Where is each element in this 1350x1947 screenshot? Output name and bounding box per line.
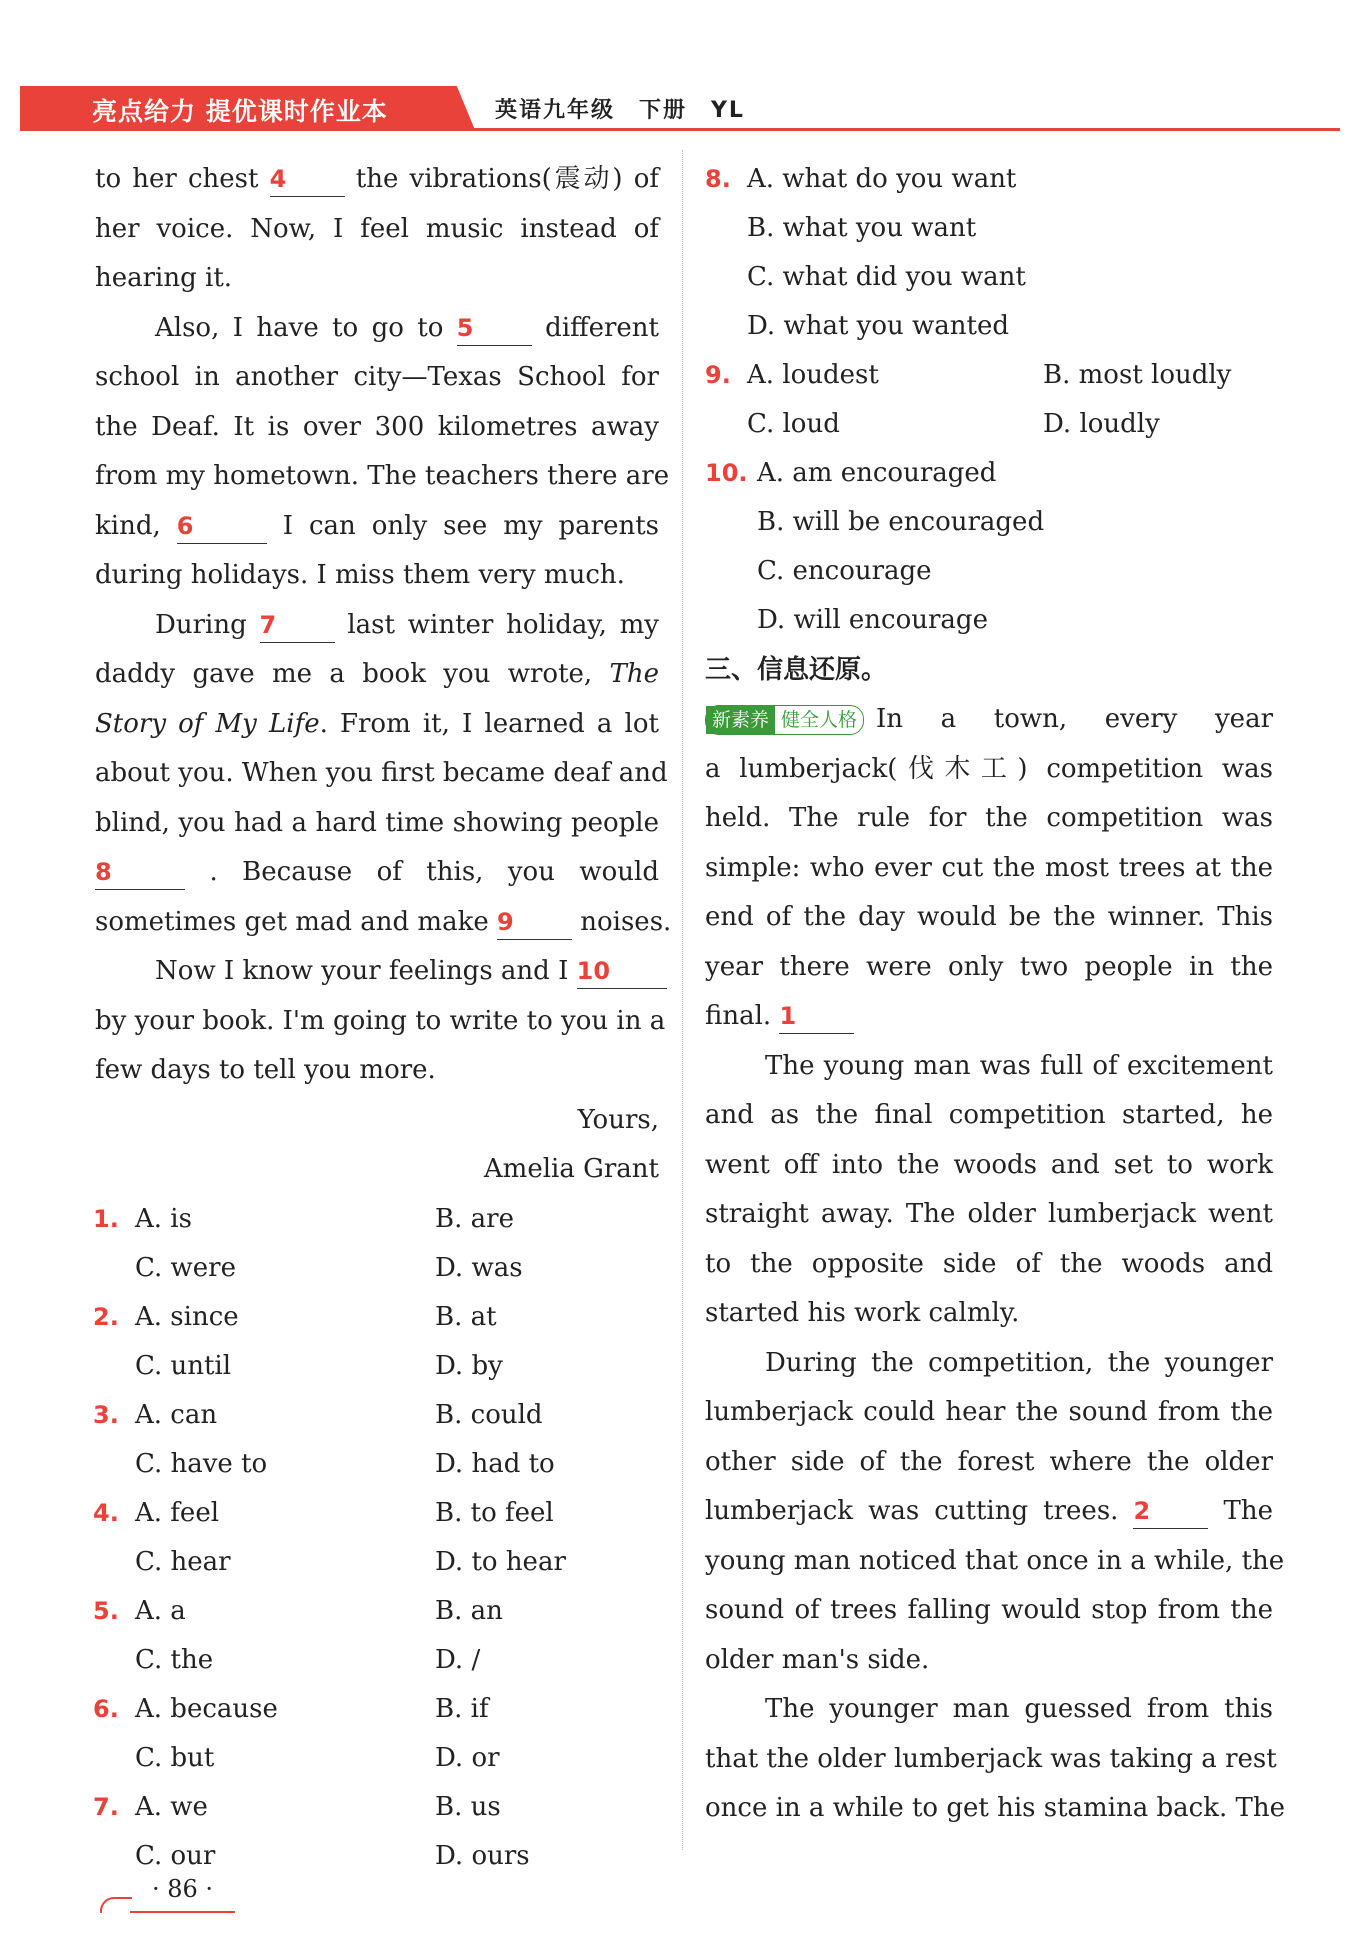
letter-line: hearing it. (95, 263, 233, 293)
question-number: 2. (93, 1302, 119, 1331)
series-title: 亮点给力 提优课时作业本 (92, 97, 388, 126)
option-a: A. loudest (747, 360, 879, 390)
passage-line: young man noticed that once in a while, the (705, 1545, 1285, 1576)
passage-line: a lumberjack(伐木工) competition was (705, 753, 1273, 784)
passage-line: that the older lumberjack was taking a rest (705, 1743, 1277, 1774)
option-b: B. what you want (747, 213, 977, 243)
passage-line (705, 695, 1273, 745)
text-segment: Now I know your feelings and I (155, 956, 569, 986)
option-d: D. loudly (1043, 409, 1160, 439)
question-row (93, 1342, 659, 1391)
question-row (705, 302, 1273, 351)
option-d: D. to hear (435, 1546, 566, 1577)
option-c: C. until (135, 1350, 232, 1381)
letter-line: her voice. Now, I feel music instead of (95, 213, 659, 244)
passage-line: started his work calmly. (705, 1298, 1020, 1328)
text-segment: Also, I have to go to (155, 312, 444, 343)
letter-line (95, 700, 659, 750)
left-column (93, 155, 672, 1881)
question-number: 4. (93, 1498, 119, 1527)
passage-line (705, 1487, 1273, 1537)
letter-line (95, 601, 659, 651)
question-row (705, 498, 1273, 547)
text-segment: sometimes get mad and make (95, 906, 489, 937)
passage-line: year there were only two people in the (705, 951, 1273, 982)
option-a: A. a (135, 1595, 186, 1626)
passage-line (705, 992, 1273, 1042)
passage-line: straight away. The older lumberjack went (705, 1199, 1273, 1229)
letter-closing: Yours, (577, 1104, 659, 1135)
tag-right: 健全人格 (781, 709, 858, 731)
letter-line (95, 848, 659, 898)
answer-blank: 5 (457, 313, 532, 346)
option-a: A. can (135, 1399, 218, 1430)
text-segment: to her chest (95, 164, 259, 194)
question-row (705, 547, 1273, 596)
passage-line: simple: who ever cut the most trees at the (705, 852, 1273, 883)
question-list-left (93, 1195, 659, 1881)
page-footer (100, 1875, 240, 1915)
option-a: A. am encouraged (757, 458, 997, 488)
option-a: A. is (135, 1203, 192, 1234)
text-segment: last winter holiday, my (347, 609, 659, 640)
question-row (705, 449, 1273, 498)
header-rule (20, 128, 1340, 131)
footer-ornament (100, 1897, 132, 1913)
question-number: 7. (93, 1792, 119, 1821)
option-d: D. by (435, 1350, 503, 1381)
text-segment: final. (705, 1001, 772, 1031)
letter-line: about you. When you first became deaf and (95, 758, 668, 788)
tag-left: 新素养 (706, 706, 775, 734)
text-segment: In a town, every year (876, 704, 1273, 734)
page-number: · 86 · (151, 1875, 214, 1903)
passage-line: once in a while to get his stamina back. The (705, 1793, 1285, 1823)
question-row (705, 204, 1273, 253)
book-title-part: Story of My Life (95, 708, 320, 739)
answer-blank: 10 (577, 956, 667, 989)
question-number: 9. (705, 361, 731, 389)
letter-line: school in another city—Texas School for (95, 362, 659, 392)
passage-line: During the competition, the younger (765, 1347, 1273, 1378)
question-row (93, 1636, 659, 1685)
passage-line: older man's side. (705, 1644, 930, 1675)
option-a: A. feel (135, 1497, 220, 1528)
literacy-tag (705, 705, 864, 735)
footer-rule (130, 1911, 235, 1913)
passage-line: end of the day would be the winner. This (705, 902, 1273, 932)
question-row (93, 1832, 659, 1881)
option-a: A. because (135, 1693, 278, 1724)
option-d: D. will encourage (757, 605, 988, 635)
option-c: C. hear (135, 1546, 231, 1577)
letter-line (95, 947, 659, 997)
question-row (705, 253, 1273, 302)
option-a: A. what do you want (747, 164, 1017, 194)
option-c: C. our (135, 1840, 216, 1871)
letter-line: the Deaf. It is over 300 kilometres away (95, 411, 659, 442)
question-row (93, 1783, 659, 1832)
question-row (93, 1685, 659, 1734)
option-a: A. we (135, 1791, 208, 1822)
text-segment: . From it, I learned a lot (319, 708, 659, 739)
option-c: C. the (135, 1644, 214, 1675)
question-row (93, 1391, 659, 1440)
question-number: 8. (705, 165, 731, 193)
question-row (705, 400, 1273, 449)
answer-blank: 1 (779, 1001, 854, 1034)
column-divider (682, 150, 683, 1850)
option-d: D. / (435, 1644, 481, 1675)
option-b: B. at (435, 1301, 497, 1332)
question-number: 6. (93, 1694, 119, 1723)
option-a: A. since (135, 1301, 239, 1332)
option-b: B. us (435, 1791, 501, 1822)
question-row (705, 155, 1273, 204)
question-row (93, 1440, 659, 1489)
text-segment: I can only see my parents (282, 510, 660, 541)
text-segment: During (155, 609, 247, 640)
question-row (705, 351, 1273, 400)
text-segment: different (545, 312, 659, 343)
letter-line: few days to tell you more. (95, 1055, 436, 1085)
text-segment: . Because of this, you would (209, 857, 659, 887)
option-c: C. have to (135, 1448, 268, 1479)
letter-line (95, 155, 659, 205)
question-number: 5. (93, 1596, 119, 1625)
option-b: B. will be encouraged (757, 507, 1045, 537)
question-row (93, 1538, 659, 1587)
option-d: D. was (435, 1252, 523, 1283)
answer-blank: 2 (1133, 1496, 1208, 1529)
letter-line: during holidays. I miss them very much. (95, 560, 625, 590)
letter-line (95, 898, 672, 948)
option-b: B. if (435, 1693, 489, 1724)
option-b: B. are (435, 1203, 514, 1234)
text-segment: the vibrations(震动) of (355, 164, 659, 194)
passage-line: lumberjack could hear the sound from the (705, 1397, 1273, 1427)
page-header (20, 86, 1340, 130)
question-list-right (705, 155, 1273, 645)
section-title: 三、信息还原。 (705, 655, 888, 685)
question-row (93, 1244, 659, 1293)
question-row (93, 1195, 659, 1244)
letter-line: blind, you had a hard time showing people (95, 807, 659, 838)
question-row (93, 1587, 659, 1636)
option-b: B. to feel (435, 1497, 554, 1528)
answer-blank: 6 (177, 511, 267, 544)
letter-line: by your book. I'm going to write to you in a (95, 1005, 666, 1036)
passage-line: went off into the woods and set to work (705, 1149, 1273, 1180)
book-title-part: The (609, 659, 659, 689)
option-d: D. what you wanted (747, 311, 1009, 341)
answer-blank: 9 (497, 907, 572, 940)
option-c: C. were (135, 1252, 236, 1283)
text-segment: daddy gave me a book you wrote, (95, 659, 593, 689)
passage-line: sound of trees falling would stop from the (705, 1595, 1273, 1625)
letter-line (95, 502, 659, 552)
passage-line: The young man was full of excitement (765, 1050, 1273, 1081)
answer-blank: 4 (270, 164, 345, 197)
text-segment: The (1223, 1496, 1274, 1526)
option-c: C. what did you want (747, 262, 1026, 292)
passage-line: and as the final competition started, he (705, 1100, 1273, 1130)
option-b: B. could (435, 1399, 543, 1430)
passage-line: to the opposite side of the woods and (705, 1248, 1273, 1279)
letter-line (95, 650, 659, 700)
question-row (93, 1293, 659, 1342)
option-c: C. encourage (757, 556, 932, 586)
text-segment: lumberjack was cutting trees. (705, 1496, 1119, 1526)
book-info: 英语九年级 下册 YL (495, 98, 745, 123)
answer-blank: 8 (95, 857, 185, 890)
option-d: D. had to (435, 1448, 555, 1479)
passage-line: other side of the forest where the older (705, 1446, 1273, 1477)
letter-line (95, 304, 659, 354)
text-segment: kind, (95, 510, 161, 541)
question-number: 3. (93, 1400, 119, 1429)
question-row (93, 1734, 659, 1783)
option-b: B. most loudly (1043, 360, 1232, 390)
option-d: D. or (435, 1742, 500, 1773)
question-number: 1. (93, 1204, 119, 1233)
passage-line: The younger man guessed from this (765, 1694, 1273, 1724)
option-c: C. but (135, 1742, 215, 1773)
question-row (705, 596, 1273, 645)
option-b: B. an (435, 1595, 503, 1626)
question-number: 10. (705, 459, 748, 487)
question-row (93, 1489, 659, 1538)
right-column (705, 155, 1285, 1834)
letter-signature: Amelia Grant (483, 1154, 659, 1184)
option-c: C. loud (747, 409, 840, 439)
answer-blank: 7 (260, 610, 335, 643)
text-segment: noises. (580, 906, 672, 937)
option-d: D. ours (435, 1840, 530, 1871)
passage-line: held. The rule for the competition was (705, 803, 1273, 833)
letter-line: from my hometown. The teachers there are (95, 461, 670, 491)
